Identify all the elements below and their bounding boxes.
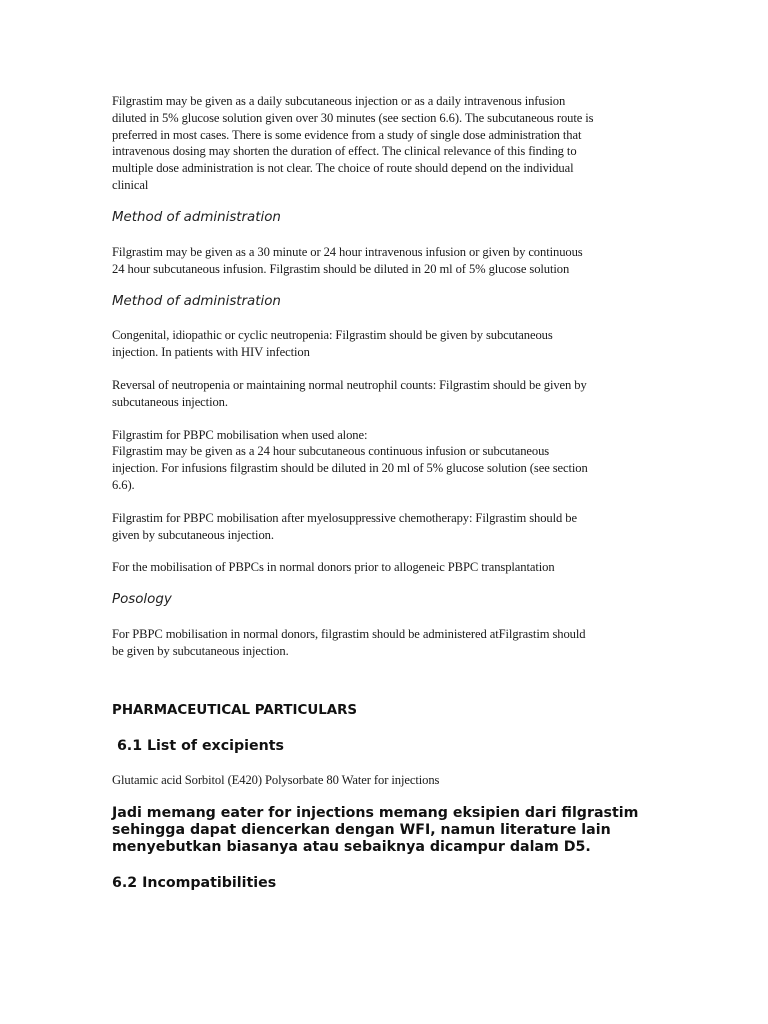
heading-list-of-excipients: 6.1 List of excipients <box>112 737 284 754</box>
heading-pharmaceutical-particulars: PHARMACEUTICAL PARTICULARS <box>112 702 358 718</box>
paragraph-posology: For PBPC mobilisation in normal donors, filgrastim should be administered atFilgrastim should be given by subcutaneous injection. <box>112 627 586 658</box>
heading-incompatibilities: 6.2 Incompatibilities <box>112 874 277 891</box>
paragraph-route-of-administration: Filgrastim may be given as a daily subcutaneous injection or as a daily intravenous infusion diluted in 5% glucose solution given over 30 minutes (see section 6.6). The subcutaneous route is preferred in most cases. There is some evidence from a study of single dose administration that intravenous dosing may shorten the duration of effect. The clinical relevance of this finding to multiple dose administration is not clear. The choice of route should depend on the individual clinical <box>112 94 594 192</box>
paragraph-pbpc-alone: Filgrastim for PBPC mobilisation when used alone: Filgrastim may be given as a 24 hour subcutaneous continuous infusion or subcutaneous injection. For infusions filgrastim should be diluted in 20 ml of 5% glucose solution (see section 6.6). <box>112 427 588 492</box>
paragraph-congenital-neutropenia: Congenital, idiopathic or cyclic neutropenia: Filgrastim should be given by subcutaneous injection. In patients with HIV infection <box>112 328 553 360</box>
paragraph-indonesian-note: Jadi memang eater for injections memang eksipien dari filgrastim sehingga dapat diencerkan dengan WFI, namun literature lain menyebutkan biasanya atau sebaiknya dicampur dalam D5. <box>112 804 639 855</box>
paragraph-reversal-neutropenia: Reversal of neutropenia or maintaining normal neutrophil counts: Filgrastim should be given by subcutaneous injection. <box>112 377 587 409</box>
paragraph-infusion: Filgrastim may be given as a 30 minute or 24 hour intravenous infusion or given by continuous 24 hour subcutaneous infusion. Filgrastim should be diluted in 20 ml of 5% glucose solution <box>112 244 583 276</box>
document-page <box>112 93 648 893</box>
paragraph-pbpc-chemotherapy: Filgrastim for PBPC mobilisation after myelosuppressive chemotherapy: Filgrastim should be given by subcutaneous injection. <box>112 510 577 542</box>
heading-method-of-administration-2: Method of administration <box>112 294 281 310</box>
paragraph-excipients: Glutamic acid Sorbitol (E420) Polysorbate 80 Water for injections <box>112 772 440 787</box>
heading-method-of-administration-1: Method of administration <box>112 209 281 225</box>
heading-posology: Posology <box>112 592 172 608</box>
paragraph-normal-donors: For the mobilisation of PBPCs in normal donors prior to allogeneic PBPC transplantation <box>112 560 555 575</box>
